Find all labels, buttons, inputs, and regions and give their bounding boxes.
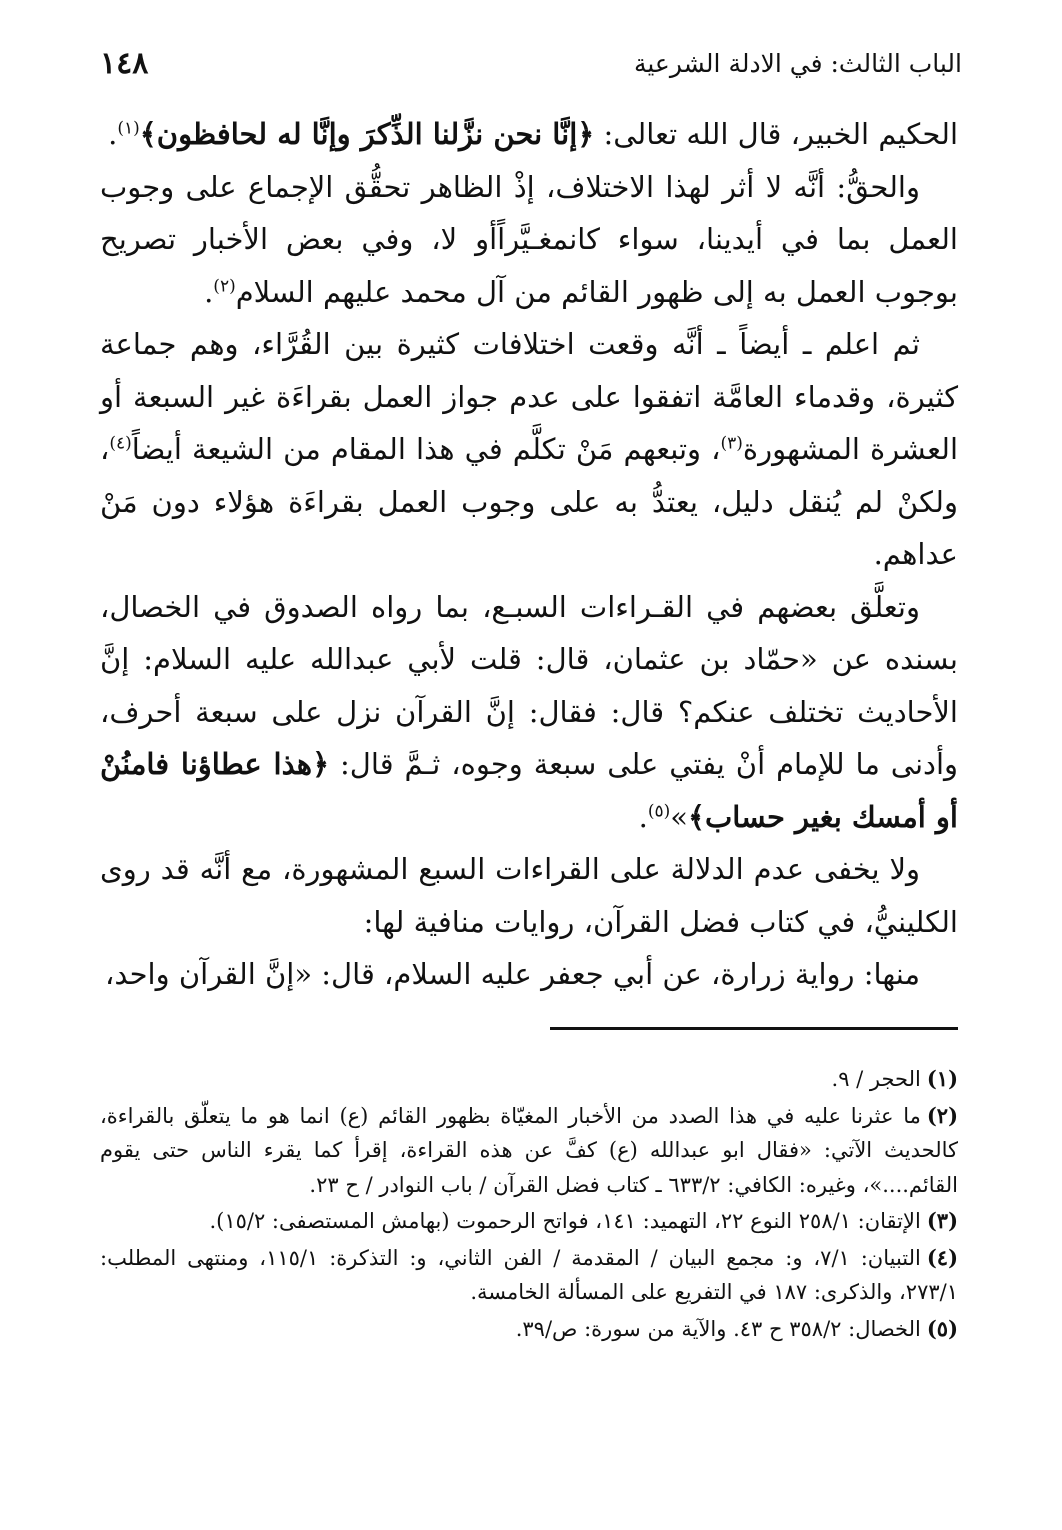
footnote-number: (١) [926,1066,958,1091]
paragraph [100,948,958,1001]
text-run: الحكيم الخبير، قال الله تعالى: [594,117,958,151]
text-run: ثم اعلم ـ أيضاً ـ أنَّه وقعت اختلافات كثيرة بين القُرَّاء، وهم جماعة كثيرة، وقدماء العامَّة اتفقوا على عدم جواز العمل بقراءَة غير السبعة أو العشرة المشهورة [100,327,958,466]
footnote-ref[interactable]: (٥) [647,800,671,821]
footnote-number: (٣) [926,1208,958,1233]
footnote-ref[interactable]: (٢) [213,275,236,296]
footnote-text: الخصال: ٣٥٨/٢ ح ٤٣. والآية من سورة: ص/٣٩. [515,1316,921,1341]
footnote-separator [550,1027,958,1030]
footnote [100,1099,958,1203]
footnote-ref[interactable]: (٤) [109,433,132,454]
footnote-number: (٢) [926,1102,958,1128]
footnote [100,1241,958,1310]
footnote-text: التبيان: ٧/١، و: مجمع البيان / المقدمة / الفن الثاني، و: التذكرة: ١١٥/١، ومنتهى المطلب: ٢٧٣/١، والذكرى: ١٨٧ في التفريع على المسألة الخامسة. [100,1245,958,1304]
text-run: » [670,799,688,834]
main-text [100,108,958,1001]
footnote-text: الإتقان: ٢٥٨/١ النوع ٢٢، التهميد: ١٤١، فواتح الرحموت (بهامش المستصفى: ١٥/٢). [209,1209,921,1233]
paragraph [100,843,958,948]
text-run: . [108,117,118,151]
running-title: الباب الثالث: في الادلة الشرعية [633,48,962,78]
page-number: ١٤٨ [100,45,149,81]
text-run: والحقُّ: أنَّه لا أثر لهذا الاختلاف، إذْ الظاهر تحقُّق الإجماع على وجوب العمل بما في أيدينا، سواء كانمغـيَّراًأو لا، وفي بعض الأخبار تصريح بوجوب العمل به إلى ظهور القائم من آل محمد عليهم السلام [100,169,958,309]
text-run: منها: رواية زرارة، عن أبي جعفر عليه السلام، قال: «إنَّ القرآن واحد، [105,957,920,991]
paragraph [100,581,958,844]
page-header [100,38,962,88]
footnote-ref[interactable]: (١) [117,118,140,139]
footnote [100,1062,958,1097]
paragraph [100,108,958,161]
text-run: . [204,274,214,309]
footnote-number: (٥) [926,1315,958,1341]
text-run: ، ولكنْ لم يُنقل دليل، يعتدُّ به على وجوب العمل بقراءَة هؤلاء دون مَنْ عداهم. [100,432,958,571]
footnote-number: (٤) [926,1244,959,1270]
text-run: وتعلَّق بعضهم في القـراءات السبـع، بما رواه الصدوق في الخصال، بسنده عن «حمّاد بن عثمان، قال: قلت لأبي عبدالله عليه السلام: إنَّ الأحاديث تختلف عنكم؟ قال: فقال: إنَّ القرآن نزل على سبعة أحرف، وأدنى ما للإمام أنْ يفتي على سبعة وجوه، ثـمَّ قال: [100,589,959,781]
text-run: . [638,799,648,834]
footnote-ref[interactable]: (٣) [720,433,743,454]
footnote-text: ما عثرنا عليه في هذا الصدد من الأخبار المغيّاة بظهور القائم (ع) انما هو ما يتعلّق بالقراءة، كالحديث الآتي: «فقال ابو عبدالله (ع) كفَّ عن هذه القراءة، إقرأ كما يقرء الناس حتى يقوم القائم....»، وغيره: الكافي: ٦٣٣/٢ ـ كتاب فضل القرآن / باب النوادر / ح ٢٣. [100,1103,958,1197]
quran-verse: ﴿هذا عطاؤنا فامنُنْ أو أمسك بغير حساب﴾ [100,747,958,834]
footnote-text: الحجر / ٩. [831,1067,921,1091]
text-run: ولا يخفى عدم الدلالة على القراءات السبع المشهورة، مع أنَّه قد روى الكلينيُّ، في كتاب فضل القرآن، روايات منافية لها: [100,852,958,939]
text-run: ، وتبعهم مَنْ تكلَّم في هذا المقام من الشيعة أيضاً [131,432,721,466]
paragraph [100,161,958,319]
footnote [100,1312,958,1347]
paragraph [100,318,958,581]
footnotes [100,1062,958,1348]
footnote [100,1204,958,1239]
quran-verse: ﴿إنَّا نحن نزَّلنا الذِّكرَ وإنَّا له لحافظون﴾ [139,117,595,151]
